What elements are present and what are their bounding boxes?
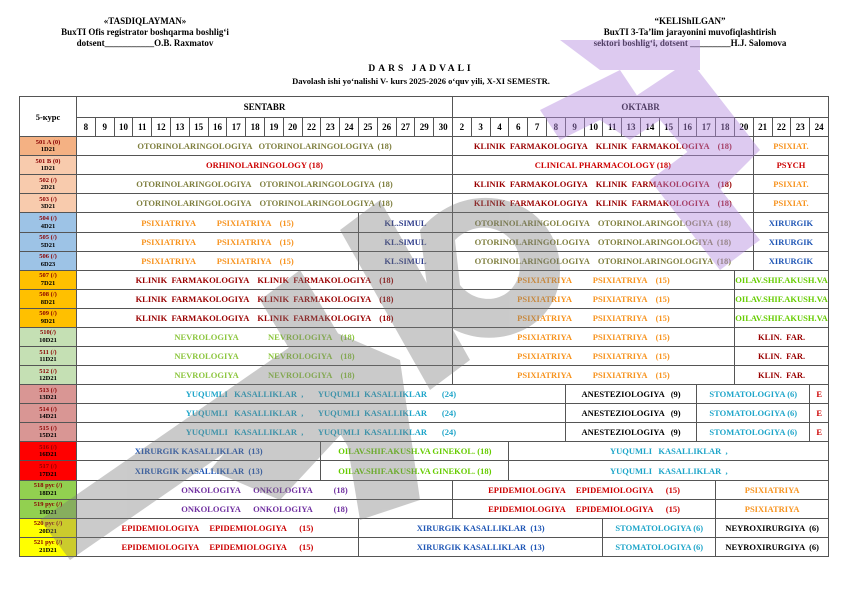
lesson-cell: OILAV.SHIF.AKUSH.VA GINEKOL. (18)	[321, 442, 509, 461]
lesson-cell: ANESTEZIOLOGIYA (9)	[565, 385, 697, 404]
lesson-cell: STOMATOLOGIYA (6)	[697, 404, 810, 423]
group-row	[20, 289, 829, 308]
lesson-cell: KLIN. FAR.	[734, 366, 828, 385]
group-row	[20, 480, 829, 499]
group-row	[20, 442, 829, 461]
day-header-oct: 22	[772, 118, 791, 137]
group-cell	[20, 385, 77, 404]
lesson-cell: E	[810, 385, 829, 404]
day-header-oct: 2	[452, 118, 471, 137]
lesson-cell: EPIDEMIOLOGIYA EPIDEMIOLOGIYA (15)	[452, 499, 715, 518]
lesson-cell: OILAV.SHIF.AKUSH.VA	[734, 308, 828, 327]
approval-block-left	[20, 16, 270, 49]
day-header-oct: 23	[791, 118, 810, 137]
lesson-cell: OTORINOLARINGOLOGIYA OTORINOLARINGOLOGIYA (18)	[452, 251, 753, 270]
group-code: 508 (/)	[39, 291, 57, 299]
group-id: 15D21	[39, 432, 57, 440]
day-header-sep: 18	[246, 118, 265, 137]
group-code: 501 B (0)	[35, 157, 61, 165]
lesson-cell: PSIXIATRIYA	[716, 480, 829, 499]
lesson-cell: KLIN. FAR.	[734, 347, 828, 366]
day-header-sep: 25	[358, 118, 377, 137]
group-cell	[20, 347, 77, 366]
day-header-sep: 13	[170, 118, 189, 137]
group-row	[20, 347, 829, 366]
group-cell	[20, 213, 77, 232]
lesson-cell: YUQUMLI KASALLIKLAR , YUQUMLI KASALLIKLAR (24)	[77, 423, 566, 442]
day-header-oct: 21	[753, 118, 772, 137]
lesson-cell: XIRURGIK	[753, 232, 828, 251]
group-code: 516 (/)	[39, 443, 57, 451]
day-header-oct: 6	[509, 118, 528, 137]
group-id: 20D21	[39, 527, 57, 535]
group-id: 11D21	[39, 356, 57, 364]
lesson-cell: KLINIK FARMAKOLOGIYA KLINIK FARMAKOLOGIYA (18)	[452, 194, 753, 213]
group-row	[20, 499, 829, 518]
group-cell	[20, 461, 77, 480]
group-id: 3D21	[40, 203, 56, 211]
group-row	[20, 423, 829, 442]
group-code: 519 рус (/)	[33, 501, 63, 509]
lesson-cell: NEVROLOGIYA NEVROLOGIYA (18)	[77, 366, 453, 385]
lesson-cell: ANESTEZIOLOGIYA (9)	[565, 404, 697, 423]
group-cell	[20, 327, 77, 346]
day-header-oct: 7	[528, 118, 547, 137]
group-code: 510(/)	[40, 329, 56, 337]
lesson-cell: KLINIK FARMAKOLOGIYA KLINIK FARMAKOLOGIYA (18)	[77, 308, 453, 327]
lesson-cell: XIRURGIK KASALLIKLAR (13)	[358, 537, 602, 556]
approval-title: «TASDIQLAYMAN»	[103, 16, 187, 26]
group-row	[20, 366, 829, 385]
lesson-cell: YUQUMLI KASALLIKLAR , YUQUMLI KASALLIKLAR (24)	[77, 385, 566, 404]
lesson-cell: NEVROLOGIYA NEVROLOGIYA (18)	[77, 327, 453, 346]
lesson-cell: YUQUMLI KASALLIKLAR ,	[509, 461, 829, 480]
group-cell	[20, 137, 77, 156]
lesson-cell: XIRURGIK	[753, 251, 828, 270]
lesson-cell: OTORINOLARINGOLOGIYA OTORINOLARINGOLOGIYA (18)	[452, 232, 753, 251]
group-id: 17D21	[39, 470, 57, 478]
day-header-oct: 13	[622, 118, 641, 137]
day-header-oct: 24	[810, 118, 829, 137]
lesson-cell: XIRURGIK KASALLIKLAR (13)	[77, 461, 321, 480]
group-row	[20, 327, 829, 346]
group-id: 21D21	[39, 546, 57, 554]
lesson-cell: EPIDEMIOLOGIYA EPIDEMIOLOGIYA (15)	[77, 518, 359, 537]
lesson-cell: OILAV.SHIF.AKUSH.VA GINEKOL. (18)	[321, 461, 509, 480]
group-row	[20, 194, 829, 213]
page-subtitle: Davolash ishi yo‘nalishi V- kurs 2025-2026 o‘quv yili, X-XI SEMESTR.	[292, 76, 550, 86]
lesson-cell: NEYROXIRURGIYA (6)	[716, 518, 829, 537]
lesson-cell: OTORINOLARINGOLOGIYA OTORINOLARINGOLOGIYA (18)	[77, 194, 453, 213]
day-header-sep: 29	[415, 118, 434, 137]
day-header-sep: 30	[434, 118, 453, 137]
agreement-title: “KELIShILGAN”	[654, 16, 726, 26]
lesson-cell: PSIXIATRIYA PSIXIATRIYA (15)	[452, 366, 734, 385]
agreement-signature: sektori boshlig‘i, dotsent _________H.J. Salomova	[593, 38, 787, 48]
day-header-oct: 9	[565, 118, 584, 137]
group-cell	[20, 442, 77, 461]
lesson-cell: KL.SIMUL	[358, 251, 452, 270]
lesson-cell: KL.SIMUL	[358, 213, 452, 232]
day-header-oct: 20	[734, 118, 753, 137]
group-id: 18D21	[39, 489, 57, 497]
day-header-oct: 18	[716, 118, 735, 137]
month-header-row	[20, 97, 829, 118]
group-id: 14D21	[39, 413, 57, 421]
group-code: 506 (/)	[39, 253, 57, 261]
group-id: 5D21	[40, 241, 56, 249]
schedule-table	[19, 96, 829, 557]
group-id: 1D21	[40, 146, 56, 154]
group-cell	[20, 480, 77, 499]
lesson-cell: CLINICAL PHARMACOLOGY (18)	[452, 156, 753, 175]
group-id: 16D21	[39, 451, 57, 459]
day-header-sep: 9	[95, 118, 114, 137]
lesson-cell: STOMATOLOGIYA (6)	[697, 423, 810, 442]
lesson-cell: PSYCH	[753, 156, 828, 175]
group-id: 6D23	[40, 260, 56, 268]
approval-signature: dotsent___________O.B. Raxmatov	[76, 38, 214, 48]
group-code: 517 (/)	[39, 463, 57, 471]
group-code: 507 (/)	[39, 272, 57, 280]
agreement-position: BuxTI 3-Ta’lim jarayonini muvofiqlashtirish	[603, 27, 777, 37]
group-cell	[20, 537, 77, 556]
group-row	[20, 385, 829, 404]
group-cell	[20, 308, 77, 327]
group-cell	[20, 175, 77, 194]
day-header-sep: 8	[77, 118, 96, 137]
days-header-row	[20, 118, 829, 137]
lesson-cell: XIRURGIK KASALLIKLAR (13)	[358, 518, 602, 537]
day-header-sep: 27	[396, 118, 415, 137]
group-row	[20, 537, 829, 556]
lesson-cell: PSIXIATRIYA PSIXIATRIYA (15)	[452, 347, 734, 366]
lesson-cell: PSIXIATRIYA	[716, 499, 829, 518]
group-code: 504 (/)	[39, 215, 57, 222]
lesson-cell: PSIXIAT.	[753, 175, 828, 194]
group-id: 19D21	[39, 508, 57, 516]
lesson-cell: KLINIK FARMAKOLOGIYA KLINIK FARMAKOLOGIYA (18)	[77, 289, 453, 308]
day-header-sep: 26	[377, 118, 396, 137]
lesson-cell: STOMATOLOGIYA (6)	[603, 537, 716, 556]
day-header-sep: 11	[133, 118, 152, 137]
day-header-sep: 20	[283, 118, 302, 137]
lesson-cell: PSIXIATRIYA PSIXIATRIYA (15)	[452, 289, 734, 308]
group-id: 1D21	[40, 165, 56, 173]
group-code: 520 рус (/)	[33, 520, 63, 528]
group-id: 7D21	[40, 279, 56, 287]
group-code: 521 рус (/)	[33, 539, 63, 547]
lesson-cell: PSIXIATRIYA PSIXIATRIYA (15)	[77, 213, 359, 232]
lesson-cell: PSIXIAT.	[753, 137, 828, 156]
lesson-cell: KLINIK FARMAKOLOGIYA KLINIK FARMAKOLOGIYA (18)	[452, 175, 753, 194]
group-code: 505 (/)	[39, 234, 57, 242]
group-row	[20, 213, 829, 232]
day-header-oct: 15	[659, 118, 678, 137]
group-row	[20, 251, 829, 270]
lesson-cell: ORHINOLARINGOLOGY (18)	[77, 156, 453, 175]
lesson-cell: EPIDEMIOLOGIYA EPIDEMIOLOGIYA (15)	[452, 480, 715, 499]
group-cell	[20, 518, 77, 537]
day-header-oct: 8	[546, 118, 565, 137]
group-code: 502 (/)	[39, 176, 57, 184]
lesson-cell: OILAV.SHIF.AKUSH.VA	[734, 270, 828, 289]
day-header-sep: 15	[189, 118, 208, 137]
day-header-sep: 17	[227, 118, 246, 137]
day-header-sep: 12	[152, 118, 171, 137]
lesson-cell: KL.SIMUL	[358, 232, 452, 251]
group-row	[20, 404, 829, 423]
day-header-oct: 10	[584, 118, 603, 137]
lesson-cell: PSIXIAT.	[753, 194, 828, 213]
lesson-cell: ONKOLOGIYA ONKOLOGIYA (18)	[77, 480, 453, 499]
day-header-oct: 11	[603, 118, 622, 137]
group-row	[20, 175, 829, 194]
lesson-cell: XIRURGIK	[753, 213, 828, 232]
group-cell	[20, 270, 77, 289]
group-row	[20, 232, 829, 251]
lesson-cell: OTORINOLARINGOLOGIYA OTORINOLARINGOLOGIYA (18)	[77, 175, 453, 194]
group-id: 13D21	[39, 394, 57, 402]
lesson-cell: YUQUMLI KASALLIKLAR ,	[509, 442, 829, 461]
lesson-cell: KLINIK FARMAKOLOGIYA KLINIK FARMAKOLOGIYA (18)	[77, 270, 453, 289]
group-row	[20, 270, 829, 289]
group-cell	[20, 366, 77, 385]
group-id: 9D21	[40, 317, 56, 325]
group-cell	[20, 404, 77, 423]
day-header-sep: 10	[114, 118, 133, 137]
group-cell	[20, 423, 77, 442]
group-code: 513 (/)	[39, 386, 57, 394]
group-row	[20, 156, 829, 175]
group-code: 518 рус (/)	[33, 482, 63, 490]
group-id: 4D21	[40, 222, 56, 230]
day-header-sep: 22	[302, 118, 321, 137]
lesson-cell: ANESTEZIOLOGIYA (9)	[565, 423, 697, 442]
group-cell	[20, 499, 77, 518]
day-header-oct: 14	[640, 118, 659, 137]
lesson-cell: E	[810, 404, 829, 423]
group-id: 10D21	[39, 336, 57, 344]
group-cell	[20, 232, 77, 251]
agreement-block-right	[560, 16, 820, 49]
lesson-cell: PSIXIATRIYA PSIXIATRIYA (15)	[452, 270, 734, 289]
group-code: 512 (/)	[39, 367, 57, 375]
group-code: 503 (/)	[39, 195, 57, 203]
approval-position: BuxTI Ofis registrator boshqarma boshlig‘i	[61, 27, 229, 37]
group-code: 511 (/)	[39, 348, 57, 356]
lesson-cell: NEYROXIRURGIYA (6)	[716, 537, 829, 556]
lesson-cell: EPIDEMIOLOGIYA EPIDEMIOLOGIYA (15)	[77, 537, 359, 556]
lesson-cell: E	[810, 423, 829, 442]
lesson-cell: KLIN. FAR.	[734, 327, 828, 346]
day-header-oct: 16	[678, 118, 697, 137]
lesson-cell: ONKOLOGIYA ONKOLOGIYA (18)	[77, 499, 453, 518]
lesson-cell: KLINIK FARMAKOLOGIYA KLINIK FARMAKOLOGIYA (18)	[452, 137, 753, 156]
lesson-cell: PSIXIATRIYA PSIXIATRIYA (15)	[77, 232, 359, 251]
group-row	[20, 137, 829, 156]
lesson-cell: PSIXIATRIYA PSIXIATRIYA (15)	[77, 251, 359, 270]
group-code: 515 (/)	[39, 424, 57, 432]
lesson-cell: STOMATOLOGIYA (6)	[603, 518, 716, 537]
course-label: 5-курс	[20, 97, 77, 137]
group-row	[20, 308, 829, 327]
lesson-cell: STOMATOLOGIYA (6)	[697, 385, 810, 404]
lesson-cell: YUQUMLI KASALLIKLAR , YUQUMLI KASALLIKLAR (24)	[77, 404, 566, 423]
group-id: 12D21	[39, 375, 57, 383]
group-cell	[20, 156, 77, 175]
lesson-cell: PSIXIATRIYA PSIXIATRIYA (15)	[452, 308, 734, 327]
group-cell	[20, 251, 77, 270]
lesson-cell: OILAV.SHIF.AKUSH.VA	[734, 289, 828, 308]
group-row	[20, 461, 829, 480]
day-header-sep: 16	[208, 118, 227, 137]
lesson-cell: NEVROLOGIYA NEVROLOGIYA (18)	[77, 347, 453, 366]
lesson-cell: XIRURGIK KASALLIKLAR (13)	[77, 442, 321, 461]
group-code: 514 (/)	[39, 405, 57, 413]
day-header-oct: 3	[471, 118, 490, 137]
group-code: 509 (/)	[39, 310, 57, 318]
day-header-oct: 17	[697, 118, 716, 137]
group-cell	[20, 289, 77, 308]
lesson-cell: PSIXIATRIYA PSIXIATRIYA (15)	[452, 327, 734, 346]
lesson-cell: OTORINOLARINGOLOGIYA OTORINOLARINGOLOGIYA (18)	[452, 213, 753, 232]
day-header-sep: 23	[321, 118, 340, 137]
day-header-oct: 4	[490, 118, 509, 137]
group-id: 2D21	[40, 184, 56, 192]
day-header-sep: 19	[264, 118, 283, 137]
group-id: 8D21	[40, 298, 56, 306]
day-header-sep: 24	[340, 118, 359, 137]
group-code: 501 A (0)	[35, 138, 61, 146]
group-row	[20, 518, 829, 537]
month-september: SENTABR	[77, 97, 453, 118]
lesson-cell: OTORINOLARINGOLOGIYA OTORINOLARINGOLOGIYA (18)	[77, 137, 453, 156]
month-october: OKTABR	[452, 97, 828, 118]
group-cell	[20, 194, 77, 213]
page-title: DARS JADVALI	[368, 64, 474, 74]
